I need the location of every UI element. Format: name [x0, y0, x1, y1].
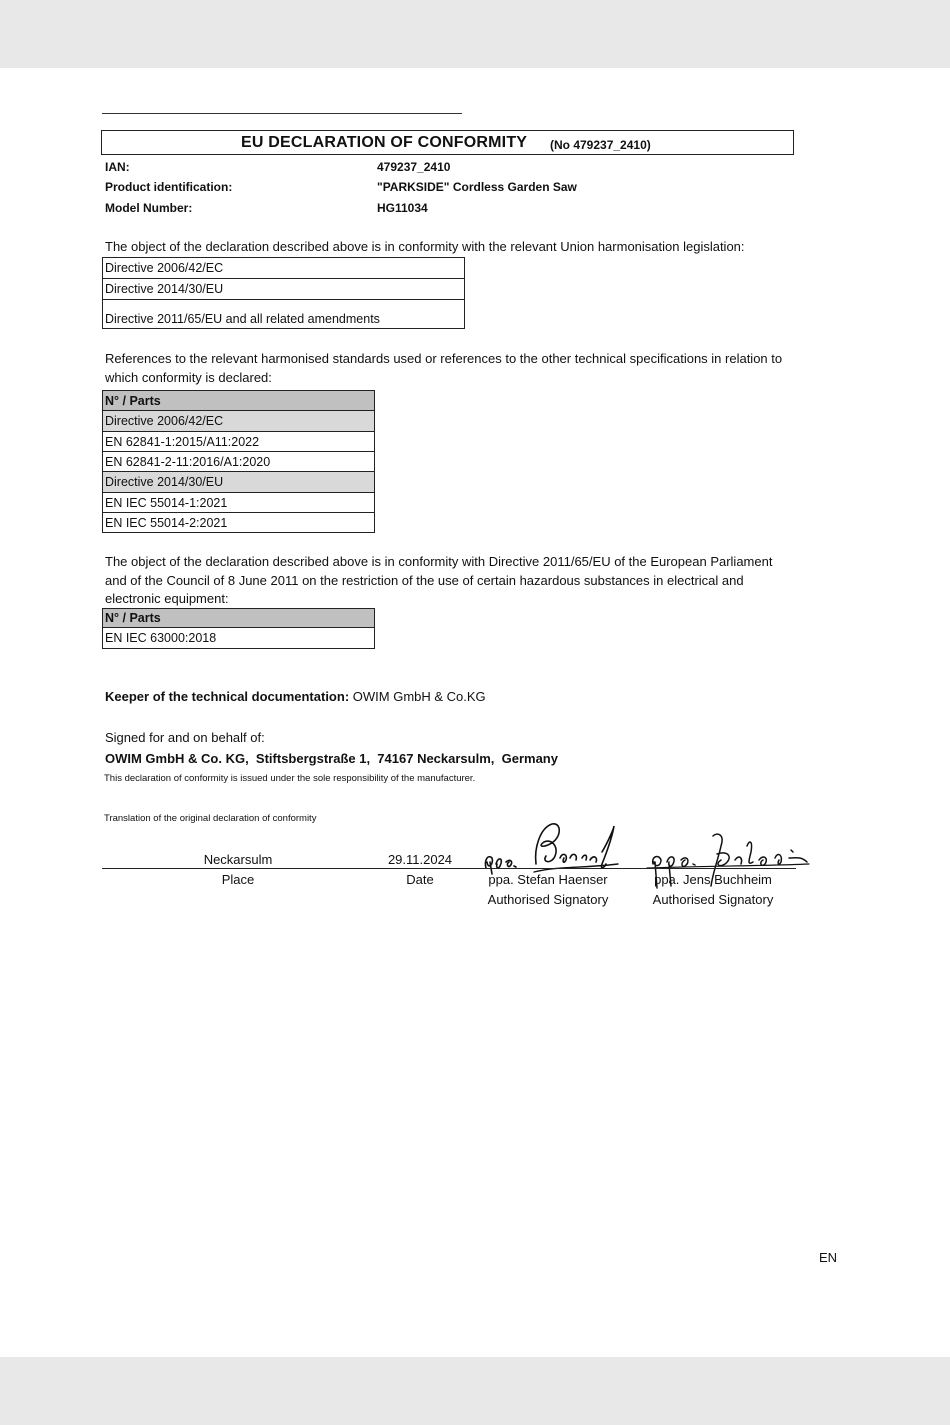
- standards-table: [102, 390, 375, 533]
- standards-intro: References to the relevant harmonised standards used or references to the other technical specifications in relation to which conformity is declared:: [105, 351, 783, 385]
- document-title: EU DECLARATION OF CONFORMITY: [241, 134, 528, 151]
- rohs-table: [102, 608, 375, 649]
- table-header-cell: N° / Parts: [103, 391, 375, 411]
- language-code: EN: [819, 1250, 838, 1265]
- table-header-row: [103, 391, 375, 411]
- info-label-model: Model Number:: [105, 201, 193, 215]
- signature-1-icon: [478, 818, 628, 878]
- info-value-product: "PARKSIDE" Cordless Garden Saw: [377, 180, 577, 194]
- table-row: [103, 472, 375, 493]
- info-value-ian: 479237_2410: [377, 160, 451, 174]
- place-value: Neckarsulm: [203, 852, 273, 867]
- table-row: [103, 513, 375, 533]
- info-value-model: HG11034: [377, 201, 428, 215]
- place-label: Place: [221, 872, 255, 887]
- table-row: [103, 432, 375, 452]
- keeper-line: [105, 688, 486, 707]
- signatory-2-role: Authorised Signatory: [652, 892, 774, 907]
- bottom-margin-band: [0, 1357, 950, 1425]
- keeper-label: Keeper of the technical documentation:: [105, 689, 350, 704]
- table-row: [103, 452, 375, 472]
- table-row: [103, 411, 375, 432]
- directives-box: [102, 257, 465, 329]
- table-cell: Directive 2014/30/EU: [103, 472, 375, 493]
- header-rule: [102, 113, 462, 114]
- signatory-1-role: Authorised Signatory: [487, 892, 609, 907]
- company-address: OWIM GmbH & Co. KG, Stiftsbergstraße 1, 74167 Neckarsulm, Germany: [105, 751, 558, 766]
- info-label-ian: IAN:: [105, 160, 130, 174]
- table-cell: EN IEC 55014-1:2021: [103, 493, 375, 513]
- signature-line: [102, 868, 796, 869]
- rohs-intro: The object of the declaration described above is in conformity with Directive 2011/65/EU of the European Parliament and of the Council of 8 June 2011 on the restriction of the use of certain hazardous substances in electrical and electronic equipment:: [105, 554, 773, 606]
- table-cell: Directive 2006/42/EC: [103, 411, 375, 432]
- info-label-product: Product identification:: [105, 180, 233, 194]
- top-margin-band: [0, 0, 950, 68]
- table-header-row: [103, 609, 375, 628]
- table-cell: EN 62841-1:2015/A11:2022: [103, 432, 375, 452]
- title-box: [101, 130, 794, 155]
- directive-row: Directive 2011/65/EU and all related amendments: [105, 312, 380, 326]
- signed-for: Signed for and on behalf of:: [105, 730, 265, 745]
- directive-row: Directive 2014/30/EU: [103, 279, 464, 300]
- table-cell: EN IEC 55014-2:2021: [103, 513, 375, 533]
- date-value: 29.11.2024: [387, 852, 453, 867]
- keeper-value: OWIM GmbH & Co.KG: [349, 689, 486, 704]
- table-cell: EN IEC 63000:2018: [103, 628, 375, 649]
- responsibility-note: This declaration of conformity is issued under the sole responsibility of the manufacturer.: [104, 773, 476, 784]
- signatory-2-name: ppa. Jens Buchheim: [654, 872, 772, 887]
- conformity-intro: The object of the declaration described above is in conformity with the relevant Union harmonisation legislation:: [105, 239, 745, 254]
- table-cell: EN 62841-2-11:2016/A1:2020: [103, 452, 375, 472]
- directive-row: Directive 2006/42/EC: [103, 258, 464, 279]
- declaration-number: (No 479237_2410): [550, 138, 651, 152]
- translation-note: Translation of the original declaration of conformity: [104, 813, 317, 824]
- table-row: [103, 628, 375, 649]
- signatory-1-name: ppa. Stefan Haenser: [488, 872, 608, 887]
- table-row: [103, 493, 375, 513]
- date-label: Date: [406, 872, 434, 887]
- table-header-cell: N° / Parts: [103, 609, 375, 628]
